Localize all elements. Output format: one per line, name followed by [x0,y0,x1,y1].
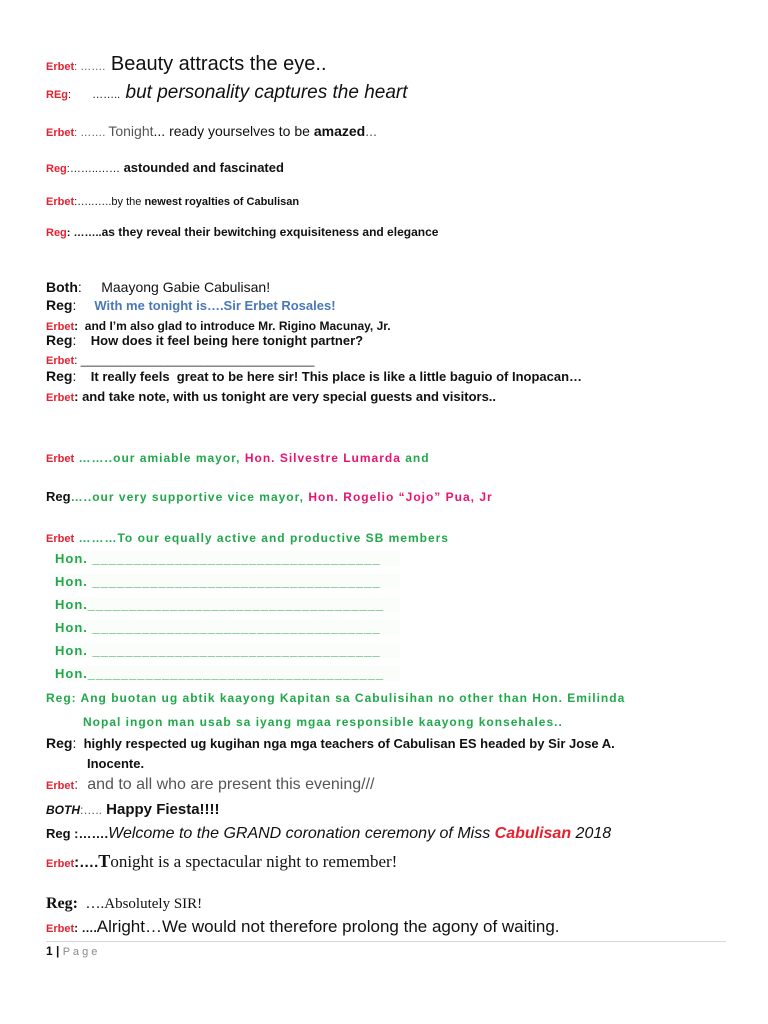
line-text: Ang buotan ug abtik kaayong Kapitan sa Cabulisihan no other than Hon. Emilinda [76,691,626,705]
line-1 [46,53,327,76]
line-15 [46,488,493,506]
sb-member-line: Hon. ___________________________________ [55,551,400,566]
line-text: Inocente. [87,756,145,771]
speaker: Reg [46,735,73,751]
line-text: It really feels great to be here sir! This place is like a little baguio of Inopacan… [76,369,583,384]
speaker: BOTH [46,803,80,817]
line-text: and I’m also glad to introduce Mr. Rigino Macunay, Jr. [78,319,391,333]
separator: :……. [70,826,109,841]
separator: :….. [80,803,103,817]
separator: : [74,776,79,793]
separator: : [74,319,79,333]
line-text-bold: newest royalties of Cabulisan [144,196,300,208]
line-8 [46,297,336,313]
line-3 [46,123,377,141]
speaker: Reg [46,332,73,348]
speaker: Reg [46,826,71,841]
sb-member-line: Hon.____________________________________ [55,666,400,681]
speaker: Erbet [46,392,75,404]
line-22 [46,851,397,872]
line-text: and take note, with us tonight are very special guests and visitors.. [78,389,497,404]
line-text: Welcome to the GRAND coronation ceremony of Miss [108,825,495,842]
speaker: Erbet [46,453,75,465]
line-23 [46,895,202,913]
line-14 [46,449,430,467]
line-text: astounded and fascinated [119,160,284,175]
speaker: Erbet [46,355,75,367]
line-text: Maayong Gabie Cabulisan! [81,279,271,295]
sb-member-line: Hon. ___________________________________ [55,620,400,635]
line-11 [46,351,314,369]
speaker: Reg [46,297,73,313]
sb-member-line: Hon.____________________________________ [55,597,400,612]
speaker: Erbet [46,321,75,333]
separator: : ……. [74,61,106,73]
speaker: Both [46,279,78,295]
line-13 [46,388,496,406]
speaker: REg [46,89,68,101]
line-text: ….Absolutely SIR! [77,896,203,912]
speaker: Erbet [46,61,75,73]
speaker: Erbet [46,533,75,545]
official-name: Hon. Silvestre Lumarda [244,451,401,465]
speaker: Erbet [46,923,75,935]
line-6 [46,223,438,241]
line-10 [46,332,363,348]
line-text: Beauty attracts the eye.. [105,53,327,75]
separator: : [71,691,77,705]
line-text: Tonight [108,123,154,139]
line-2 [46,82,408,104]
line-text: onight is a spectacular night to remember! [110,852,398,871]
line-5 [46,192,299,210]
line-text: ……..our amiable mayor, [74,451,245,465]
speaker: Reg [46,691,72,705]
line-12 [46,368,582,384]
separator: : [72,368,77,384]
line-18-continued [87,755,144,773]
line-text: by the [111,196,145,208]
line-text: With me tonight is….Sir Erbet Rosales! [76,298,336,313]
separator: : …….. [66,227,102,239]
line-19 [46,776,374,794]
blank-line: ___________________________________ [77,353,315,367]
page-number: 1 [46,944,53,958]
line-text: ………To our equally active and productive SB members [74,531,449,545]
line-4 [46,159,284,177]
line-17-continued [83,713,563,731]
speaker: Reg [46,163,67,175]
line-text: and [400,451,430,465]
speaker: Reg [46,489,71,504]
separator: : ……. [74,127,109,139]
line-text: and to all who are present this evening/// [78,776,375,793]
separator: : [74,353,78,367]
page-footer [46,944,97,958]
line-text: Alright…We would not therefore prolong the agony of waiting. [96,917,560,936]
separator: :……..…… [66,163,120,175]
footer-separator: | [52,944,63,958]
line-21 [46,825,611,843]
line-text: T [98,851,111,871]
line-text: ... [365,123,377,139]
separator: …….. [89,89,121,101]
page-label: P a g e [62,946,98,958]
speaker: Erbet [46,780,75,792]
sb-member-line: Hon. ___________________________________ [55,643,400,658]
line-24 [46,917,560,937]
highlight-text: Cabulisan [494,825,572,842]
separator: :…. [74,854,99,871]
sb-member-line: Hon. ___________________________________ [55,574,400,589]
separator: : [72,735,77,751]
line-text: 2018 [571,825,612,842]
line-text: Happy Fiesta!!!! [102,801,220,818]
speaker: Erbet [46,858,75,870]
line-text: Nopal ingon man usab sa iyang mgaa responsible kaayong konsehales.. [83,715,563,729]
separator: : [77,279,82,295]
line-text: …..our very supportive vice mayor, [70,490,309,504]
separator: : …. [74,921,97,935]
separator: : [74,389,79,404]
separator: : [72,332,77,348]
speaker: Reg [46,227,67,239]
line-text: highly respected ug kugihan nga mga teachers of Cabulisan ES headed by Sir Jose A. [76,736,615,751]
speaker: Erbet [46,127,75,139]
line-text: but personality captures the heart [120,82,408,103]
line-text: How does it feel being here tonight partner? [76,333,364,348]
line-20 [46,801,220,819]
line-18 [46,735,615,751]
separator: : [68,89,72,101]
line-text: as they reveal their bewitching exquisiteness and elegance [101,225,439,239]
line-text-bold: amazed [313,123,366,139]
line-7 [46,279,270,295]
line-text: ... ready yourselves to be [153,123,314,139]
speaker: Erbet [46,196,75,208]
line-17 [46,689,625,707]
official-name: Hon. Rogelio “Jojo” Pua, Jr [308,490,493,504]
speaker: Reg [46,368,73,384]
separator: :…..….. [74,196,112,208]
speaker: Reg: [46,895,78,912]
line-16 [46,529,449,547]
separator: : [72,297,77,313]
footer-divider [46,941,726,942]
